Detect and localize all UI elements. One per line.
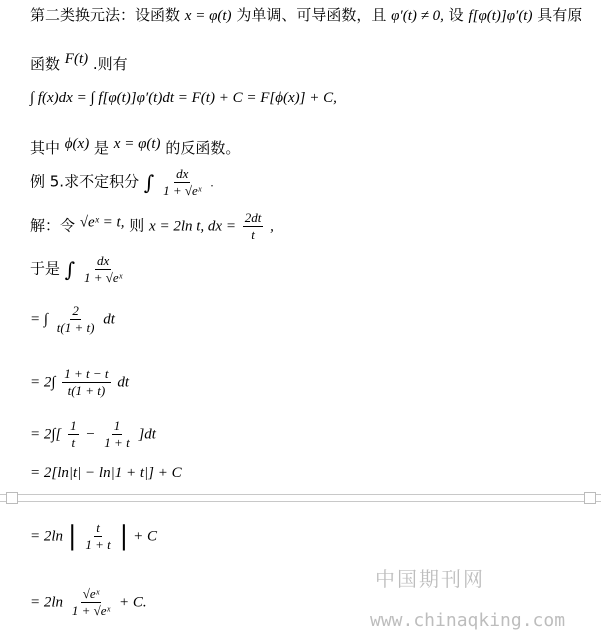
step-3 [30, 418, 156, 451]
abs-bar-left: | [67, 521, 77, 552]
step5-pre: = 2ln [30, 528, 64, 545]
inverse-phi: ϕ(x) [64, 136, 90, 152]
solution-x: x = 2ln t, dx = [149, 218, 236, 235]
step-6 [30, 586, 147, 619]
main-formula-line [30, 88, 337, 107]
intro-lead: 第二类换元法：设函数 [30, 6, 181, 24]
solution-line [30, 210, 274, 243]
step-2 [30, 366, 129, 399]
intro-expression: f[φ(t)]φ′(t) [468, 8, 533, 24]
main-formula: ∫ f(x)dx = ∫ f[φ(t)]φ′(t)dt = F(t) + C = F[ϕ(x)] + C, [30, 90, 337, 106]
intro-condition: φ′(t) ≠ 0, [391, 8, 444, 24]
example-line [30, 166, 214, 199]
intro-substitution: x = φ(t) [184, 8, 232, 24]
step5-numerator: t [96, 520, 100, 535]
inverse-line [30, 135, 240, 157]
solution-then: 则 [129, 216, 145, 235]
inverse-lead: 其中 [30, 139, 61, 157]
step1-post: dt [103, 311, 115, 328]
step0-denominator: 1 + √eˣ [84, 270, 123, 285]
antiderivative-lead: 函数 [30, 55, 61, 73]
step3-pre: = 2∫[ [30, 426, 62, 443]
step6-pre: = 2ln [30, 594, 64, 611]
step3-fraction-2 [102, 418, 131, 451]
step4-expression: = 2[ln|t| − ln|1 + t|] + C [30, 465, 182, 481]
page-separator [0, 494, 601, 502]
step6-post: + C. [118, 594, 147, 611]
antiderivative-F: F(t) [64, 51, 89, 67]
example-fraction [161, 166, 203, 199]
example-end: . [210, 176, 214, 190]
step3-post: ]dt [138, 426, 156, 443]
step1-numerator: 2 [72, 303, 79, 318]
integral-sign: ∫ [64, 257, 76, 282]
watermark-url: www.chinaqking.com [370, 610, 566, 631]
step6-denominator: 1 + √eˣ [71, 603, 111, 618]
step-4 [30, 463, 182, 482]
step0-lead: 于是 [30, 259, 61, 278]
step0-numerator: dx [97, 253, 110, 268]
watermark-chinese: 中国期刊网 [375, 567, 485, 591]
inverse-mid: 是 [94, 139, 110, 157]
step1-fraction [55, 303, 97, 336]
solution-lead: 解：令 [30, 216, 76, 235]
intro-mid1: 为单调、可导函数，且 [236, 6, 387, 24]
step1-pre: = ∫ [30, 311, 48, 328]
intro-mid2: 设 [448, 6, 464, 24]
step6-fraction [70, 586, 112, 619]
step2-pre: = 2∫ [30, 374, 56, 391]
step-5 [30, 520, 157, 553]
step-1 [30, 303, 115, 336]
step3-minus: − [85, 426, 96, 443]
inverse-x: x = φ(t) [113, 136, 161, 152]
solution-dx-fraction [243, 210, 264, 243]
step5-denominator: 1 + t [85, 537, 111, 552]
separator-marker-left [6, 492, 18, 504]
step3-fraction-1 [68, 418, 79, 451]
step5-fraction [83, 520, 112, 553]
step3-numerator-1: 1 [70, 418, 77, 433]
separator-marker-right [584, 492, 596, 504]
step2-denominator: t(1 + t) [67, 383, 106, 398]
intro-line [30, 6, 582, 25]
step0-fraction [82, 253, 124, 286]
example-label: 例 5.求不定积分 [30, 172, 140, 191]
step3-numerator-2: 1 [113, 418, 121, 433]
step3-denominator-2: 1 + t [104, 435, 130, 450]
solution-end: , [270, 218, 274, 235]
example-denominator: 1 + √eˣ [163, 183, 202, 198]
step-0 [30, 253, 126, 286]
solution-substitution: √eˣ = t, [79, 214, 125, 231]
solution-dx-numerator: 2dt [244, 210, 262, 225]
antiderivative-line [30, 50, 128, 73]
inverse-tail: 的反函数。 [165, 139, 241, 157]
step1-denominator: t(1 + t) [56, 320, 95, 335]
solution-dx-denominator: t [251, 227, 255, 242]
example-numerator: dx [176, 166, 189, 181]
step2-fraction [62, 366, 110, 399]
antiderivative-tail: .则有 [92, 55, 128, 73]
step2-post: dt [117, 374, 129, 391]
intro-tail: 具有原 [537, 6, 583, 24]
integral-sign: ∫ [143, 170, 155, 195]
abs-bar-right: | [119, 521, 129, 552]
step2-numerator: 1 + t − t [64, 366, 109, 381]
step3-denominator-1: t [71, 435, 76, 450]
step5-post: + C [133, 528, 157, 545]
step6-numerator: √eˣ [82, 586, 100, 601]
